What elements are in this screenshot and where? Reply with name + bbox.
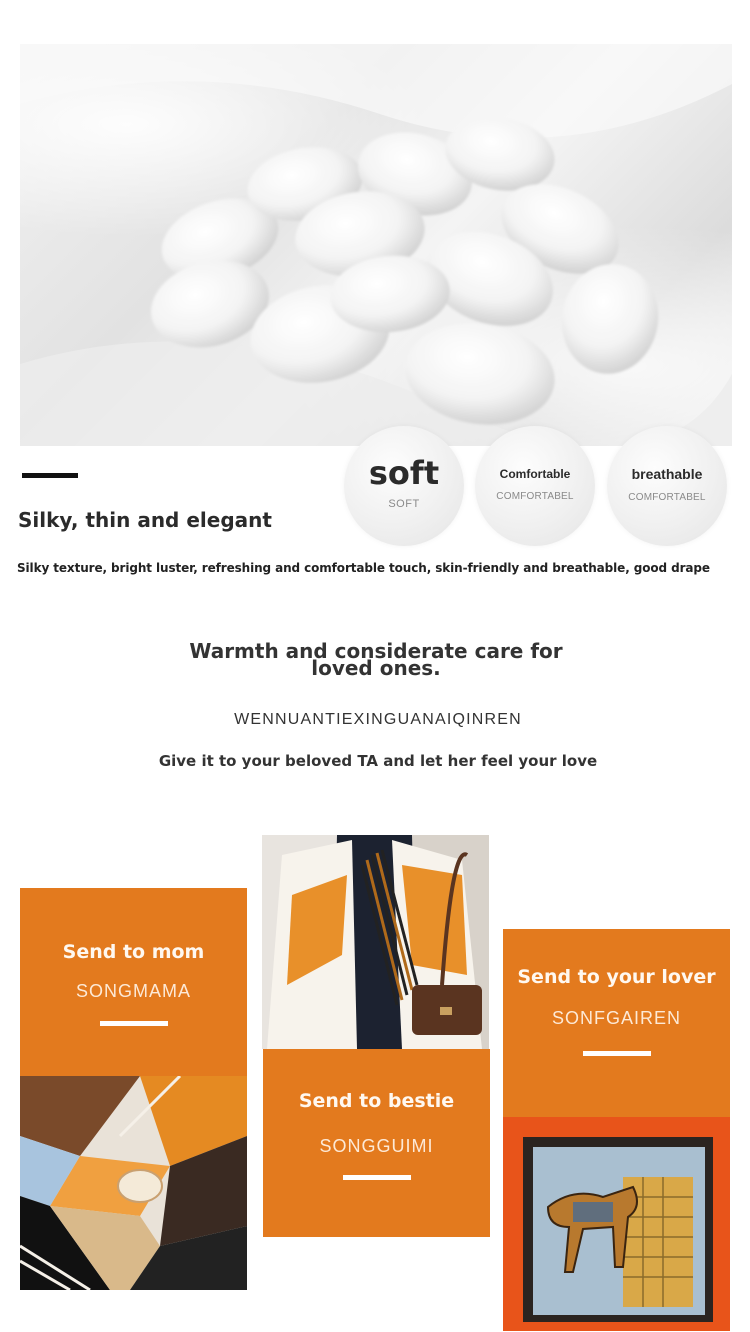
warmth-subtitle: Give it to your beloved TA and let her feel your love: [158, 752, 598, 770]
card-bestie-title: Send to bestie: [298, 1090, 455, 1112]
feature-soft-label: soft: [368, 454, 440, 492]
card-lover-pinyin: SONFGAIREN: [551, 1008, 681, 1028]
card-send-to-lover: [503, 929, 730, 1117]
feature-breathable-sublabel: COMFORTABEL: [628, 492, 706, 503]
feature-soft-sublabel: SOFT: [388, 498, 420, 510]
feature-circle-comfortable: [475, 426, 595, 546]
card-send-to-bestie: [263, 1049, 490, 1237]
feature-breathable-label: breathable: [631, 466, 703, 482]
hero-silk-cocoons-image: [20, 44, 732, 446]
feature-circle-soft: [344, 426, 464, 546]
section-divider-bar: [22, 473, 78, 478]
tied-silk-scarf-image: [20, 1076, 247, 1290]
card-mom-underline: [100, 1021, 168, 1026]
card-mom-pinyin: SONGMAMA: [75, 981, 191, 1001]
model-wearing-scarf-image: [262, 835, 489, 1049]
card-bestie-pinyin: SONGGUIMI: [319, 1136, 434, 1156]
card-mom-title: Send to mom: [62, 941, 205, 963]
feature-comfortable-label: Comfortable: [499, 467, 571, 481]
feature-comfortable-sublabel: COMFORTABEL: [496, 491, 574, 502]
card-lover-title: Send to your lover: [517, 966, 716, 988]
cocoons-illustration: [20, 44, 732, 446]
card-send-to-mom: [20, 888, 247, 1076]
warmth-pinyin: WENNUANTIEXINGUANAIQINREN: [234, 711, 522, 728]
warmth-title: Warmth and considerate care for loved ones.: [189, 639, 563, 680]
feature-circle-breathable: [607, 426, 727, 546]
card-lover-underline: [583, 1051, 651, 1056]
gift-box-horse-scarf-image: [503, 1117, 730, 1331]
silk-section-title: Silky, thin and elegant: [18, 508, 272, 532]
card-bestie-underline: [343, 1175, 411, 1180]
silk-section-description: Silky texture, bright luster, refreshing and comfortable touch, skin-friendly and breathable, good drape: [17, 561, 710, 575]
